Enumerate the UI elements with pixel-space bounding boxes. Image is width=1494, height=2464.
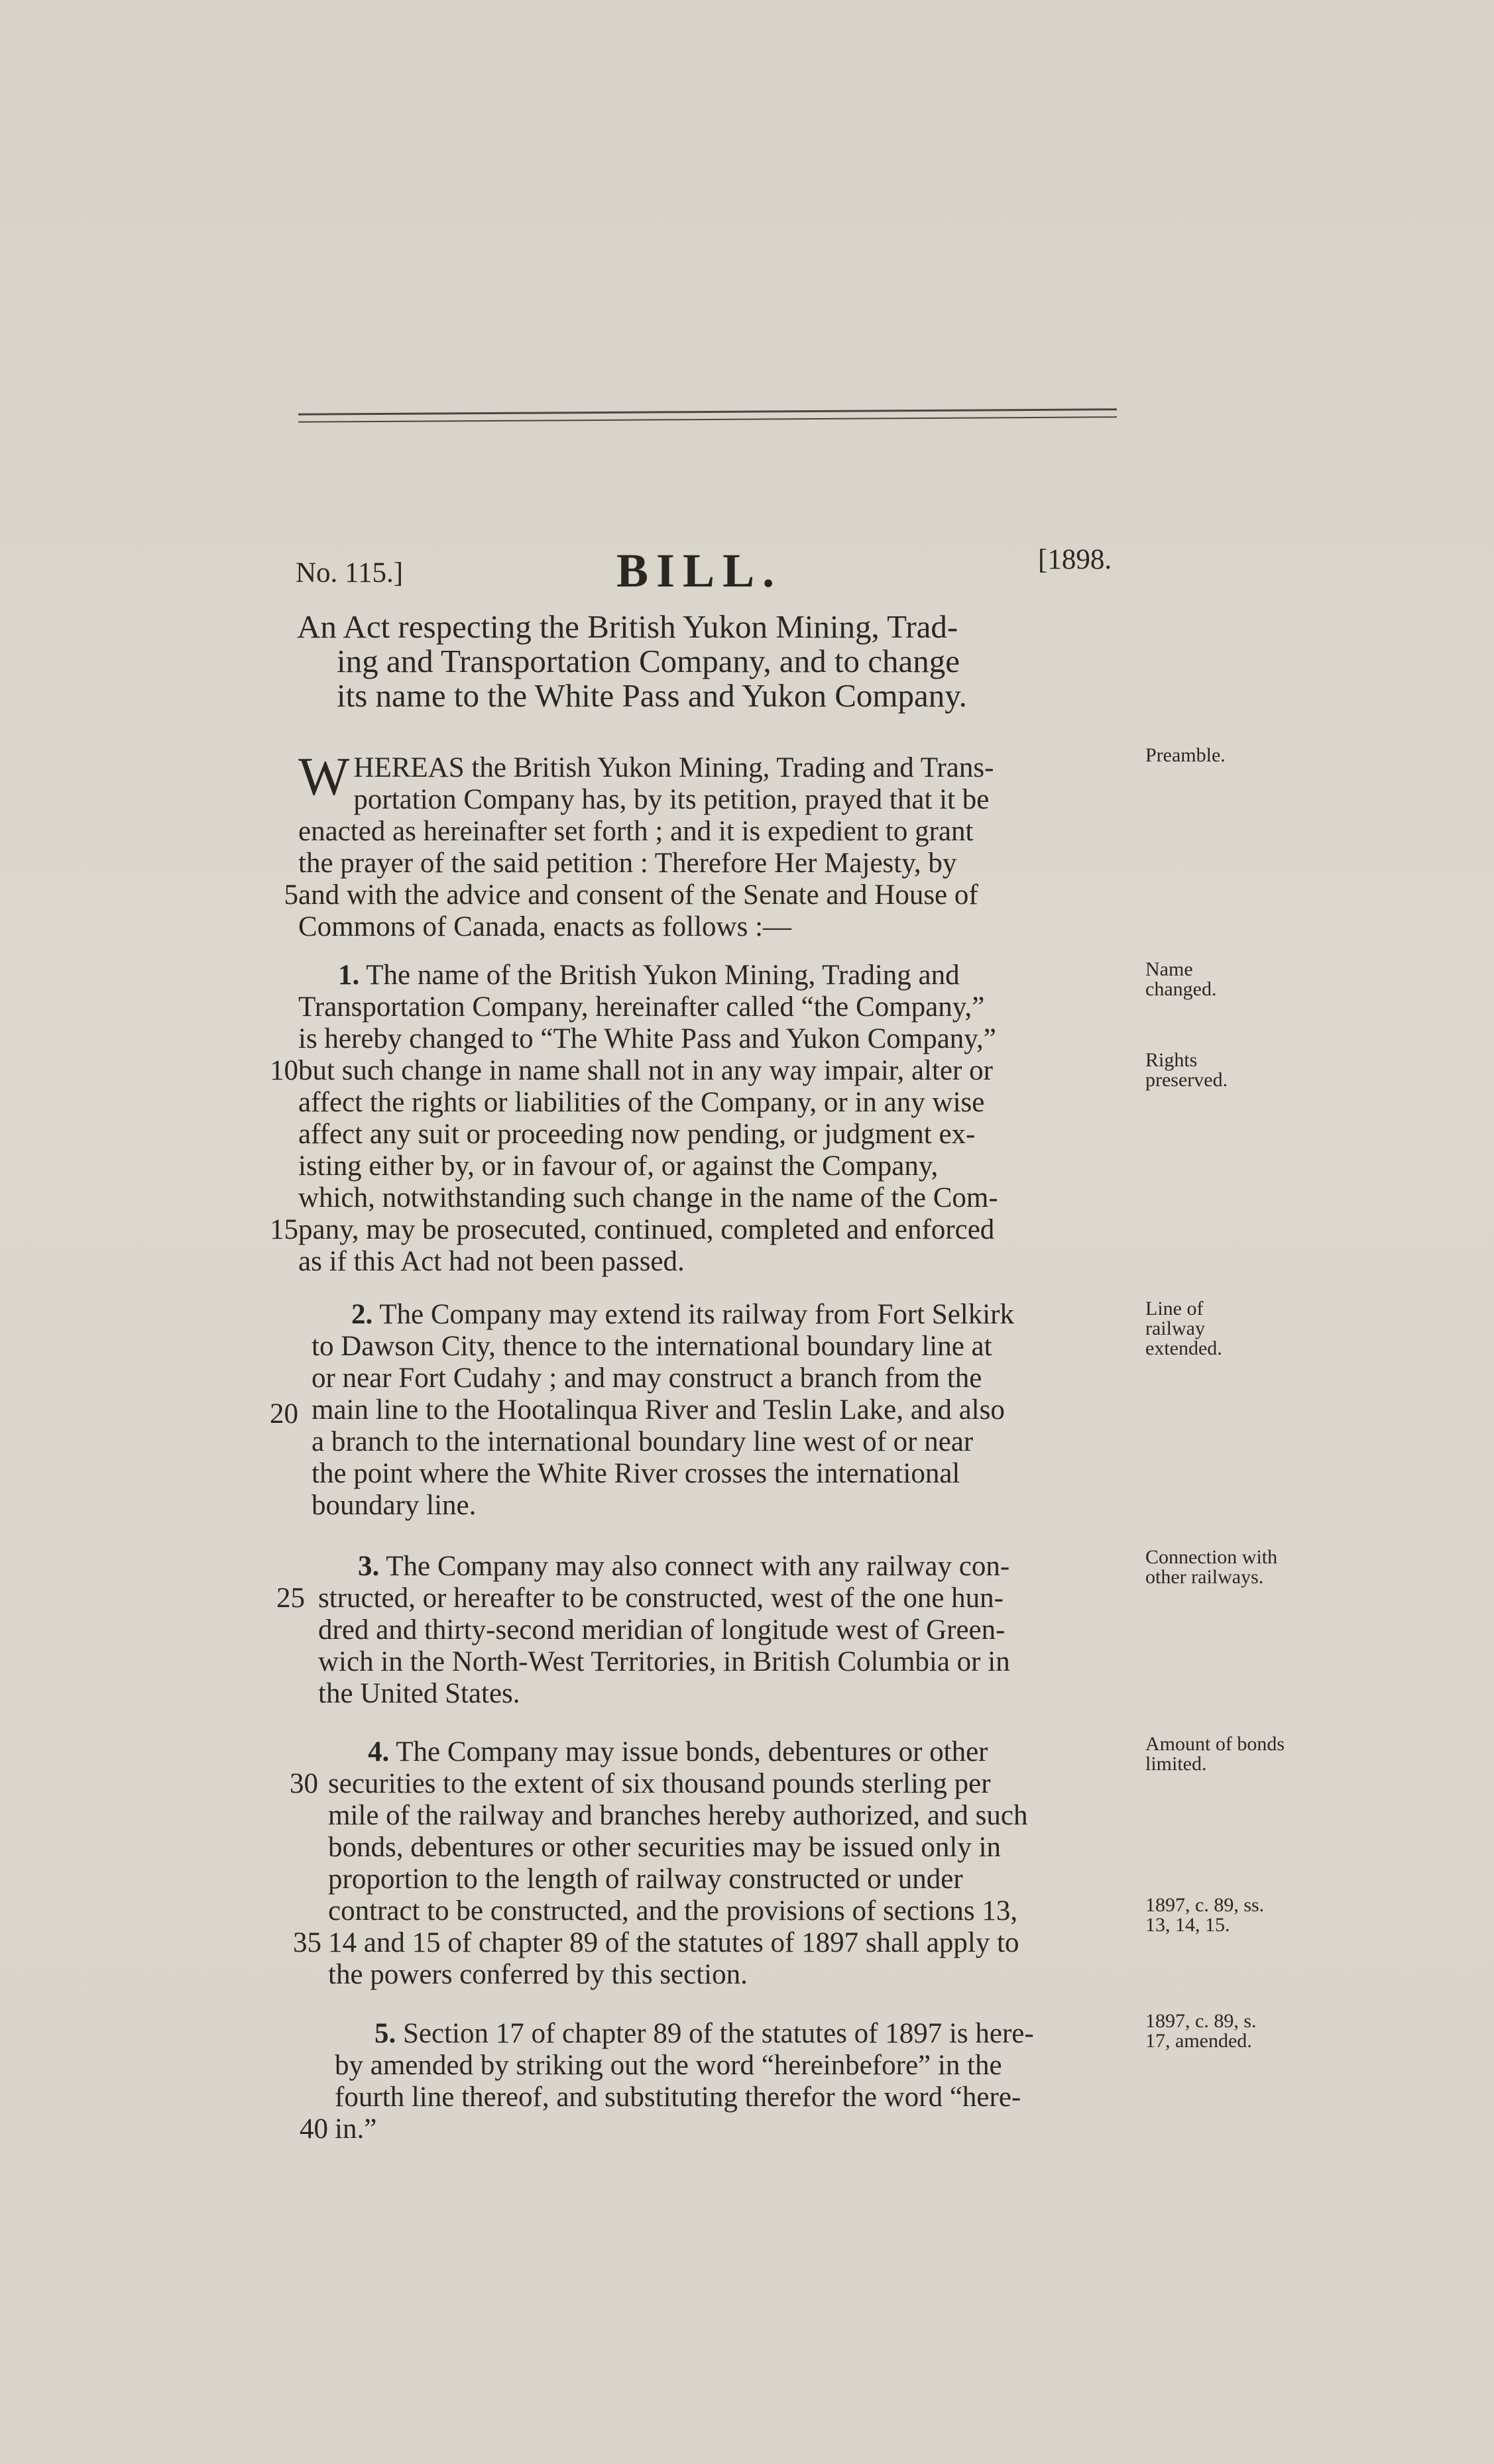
line-number: 30 bbox=[290, 1768, 318, 1799]
section-line: affect the rights or liabilities of the Company, or in any wise bbox=[298, 1087, 985, 1118]
section-line: as if this Act had not been passed. bbox=[298, 1246, 685, 1277]
line-number: 25 bbox=[276, 1583, 305, 1614]
section-1-first-line bbox=[298, 960, 1153, 991]
section-line: The name of the British Yukon Mining, Trading and bbox=[366, 960, 960, 991]
preamble-line: portation Company has, by its petition, prayed that it be bbox=[353, 784, 990, 815]
section-line: or near Fort Cudahy ; and may construct a branch from the bbox=[312, 1363, 982, 1394]
section-2 bbox=[312, 1299, 1167, 1522]
section-line: affect any suit or proceeding now pending, or judgment ex- bbox=[298, 1119, 976, 1150]
margin-note-connection: Connection with other railways. bbox=[1145, 1546, 1278, 1588]
section-line: pany, may be prosecuted, continued, completed and enforced bbox=[298, 1214, 995, 1245]
bill-year: [1898. bbox=[1038, 544, 1112, 575]
section-line: The Company may also connect with any railway con- bbox=[386, 1551, 1010, 1582]
section-3 bbox=[318, 1551, 1160, 1710]
line-number: 5 bbox=[284, 879, 298, 911]
bill-label: BILL. bbox=[616, 544, 783, 597]
act-title-line: its name to the White Pass and Yukon Company. bbox=[337, 677, 967, 714]
bill-number: No. 115.] bbox=[296, 557, 404, 588]
preamble-line: Commons of Canada, enacts as follows :— bbox=[298, 911, 792, 942]
section-line: bonds, debentures or other securities may be issued only in bbox=[328, 1832, 1002, 1863]
section-line: boundary line. bbox=[312, 1490, 477, 1521]
section-line: isting either by, or in favour of, or against the Company, bbox=[298, 1150, 939, 1182]
section-number: 3. bbox=[358, 1551, 380, 1582]
preamble-line: and with the advice and consent of the Senate and House of bbox=[298, 879, 978, 911]
section-1 bbox=[298, 960, 1153, 1278]
act-title bbox=[297, 610, 1145, 713]
section-line: in.” bbox=[335, 2113, 377, 2145]
section-2-first-line bbox=[312, 1299, 1167, 1331]
section-line: wich in the North-West Territories, in British Columbia or in bbox=[318, 1646, 1010, 1677]
section-line: the point where the White River crosses the international bbox=[312, 1458, 960, 1489]
preamble-line: enacted as hereinafter set forth ; and it is expedient to grant bbox=[298, 816, 974, 847]
preamble-dropcap: W bbox=[298, 746, 350, 807]
bill-header bbox=[292, 543, 1127, 596]
section-line: fourth line thereof, and substituting therefor the word “here- bbox=[335, 2082, 1021, 2113]
section-line: is hereby changed to “The White Pass and Yukon Company,” bbox=[298, 1023, 996, 1054]
line-number: 35 bbox=[293, 1927, 321, 1958]
section-5 bbox=[335, 2018, 1163, 2145]
section-line: which, notwithstanding such change in the name of the Com- bbox=[298, 1182, 998, 1213]
section-3-first-line bbox=[318, 1551, 1160, 1583]
section-line: 14 and 15 of chapter 89 of the statutes of 1897 shall apply to bbox=[328, 1927, 1019, 1958]
section-line: structed, or hereafter to be constructed, west of the one hun- bbox=[318, 1583, 1004, 1614]
margin-note-bonds-limited: Amount of bonds limited. bbox=[1145, 1733, 1285, 1775]
top-rule bbox=[298, 408, 1117, 416]
section-line: securities to the extent of six thousand pounds sterling per bbox=[328, 1768, 991, 1799]
section-line: but such change in name shall not in any way impair, alter or bbox=[298, 1055, 993, 1086]
section-number: 2. bbox=[351, 1299, 373, 1330]
act-title-line: An Act respecting the British Yukon Mining, Trad- bbox=[297, 608, 958, 645]
margin-note-line-extended: Line of railway extended. bbox=[1145, 1298, 1222, 1359]
margin-note-rights-preserved: Rights preserved. bbox=[1145, 1049, 1228, 1091]
section-4 bbox=[328, 1736, 1160, 1991]
section-line: by amended by striking out the word “hereinbefore” in the bbox=[335, 2050, 1002, 2081]
preamble bbox=[298, 746, 1153, 943]
section-line: proportion to the length of railway constructed or under bbox=[328, 1864, 963, 1895]
margin-note-1897-ss13-15: 1897, c. 89, ss. 13, 14, 15. bbox=[1145, 1894, 1265, 1936]
preamble-line: HEREAS the British Yukon Mining, Trading and Trans- bbox=[353, 752, 994, 783]
section-line: dred and thirty-second meridian of longitude west of Green- bbox=[318, 1614, 1006, 1646]
section-line: the United States. bbox=[318, 1678, 520, 1709]
section-line: Section 17 of chapter 89 of the statutes of 1897 is here- bbox=[403, 2018, 1034, 2049]
line-number: 15 bbox=[270, 1214, 298, 1245]
line-number: 10 bbox=[270, 1055, 298, 1086]
top-rule-secondary bbox=[298, 416, 1117, 423]
margin-note-1897-s17: 1897, c. 89, s. 17, amended. bbox=[1145, 2010, 1257, 2052]
section-line: main line to the Hootalinqua River and Teslin Lake, and also bbox=[312, 1394, 1005, 1426]
section-line: The Company may issue bonds, debentures or other bbox=[396, 1736, 988, 1767]
section-4-first-line bbox=[328, 1736, 1160, 1768]
section-line: contract to be constructed, and the provisions of sections 13, bbox=[328, 1895, 1018, 1927]
section-number: 1. bbox=[338, 960, 360, 991]
section-line: a branch to the international boundary line west of or near bbox=[312, 1426, 974, 1457]
section-number: 5. bbox=[374, 2018, 396, 2049]
section-line: Transportation Company, hereinafter called “the Company,” bbox=[298, 991, 985, 1023]
section-5-first-line bbox=[335, 2018, 1163, 2050]
line-number: 20 bbox=[270, 1398, 298, 1429]
act-title-line: ing and Transportation Company, and to change bbox=[337, 643, 960, 679]
section-line: to Dawson City, thence to the international boundary line at bbox=[312, 1331, 992, 1362]
section-line: the powers conferred by this section. bbox=[328, 1959, 748, 1990]
section-number: 4. bbox=[368, 1736, 390, 1767]
line-number: 40 bbox=[300, 2113, 328, 2145]
preamble-line: the prayer of the said petition : Therefore Her Majesty, by bbox=[298, 848, 957, 879]
margin-note-preamble: Preamble. bbox=[1145, 744, 1226, 766]
margin-note-name-changed: Name changed. bbox=[1145, 958, 1217, 1000]
section-line: mile of the railway and branches hereby authorized, and such bbox=[328, 1800, 1028, 1831]
section-line: The Company may extend its railway from Fort Selkirk bbox=[379, 1299, 1014, 1330]
